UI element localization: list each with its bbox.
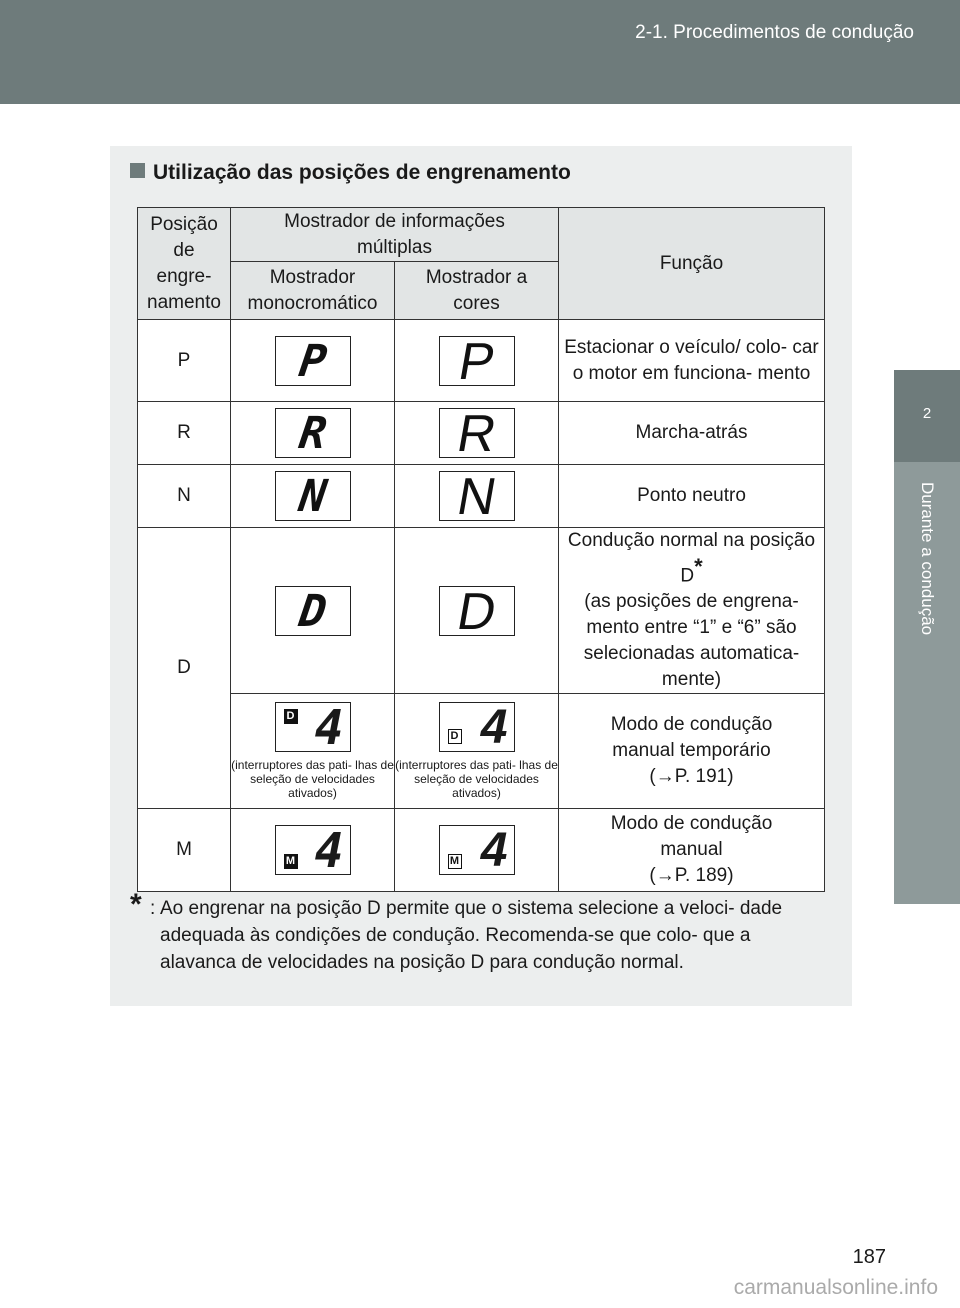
position-cell: N xyxy=(138,465,231,528)
header-function: Função xyxy=(559,208,825,320)
mono-mini-badge: M xyxy=(284,854,298,869)
function-text: Modo de condução manual xyxy=(610,813,773,861)
page-number: 187 xyxy=(852,1246,886,1268)
square-bullet-icon xyxy=(130,163,145,178)
function-cell: Marcha-atrás xyxy=(559,402,825,465)
mono-digit: 4 xyxy=(314,823,344,880)
table-row xyxy=(138,320,825,402)
mono-glyph: P xyxy=(295,335,330,387)
chapter-label: Durante a condução xyxy=(918,482,937,636)
color-display xyxy=(439,468,515,526)
chapter-number-tab: 2 xyxy=(894,370,960,462)
mono-display xyxy=(275,700,351,757)
mono-display xyxy=(275,823,351,880)
header-position: Posição de engre- namento xyxy=(138,208,231,320)
function-cell xyxy=(559,694,825,809)
color-glyph: P xyxy=(453,332,499,391)
section-heading xyxy=(130,161,571,185)
caption-color: (interruptores das pati- lhas de seleção de velocidades ativados) xyxy=(395,758,558,801)
heading-text: Utilização das posições de engrenamento xyxy=(153,161,571,184)
color-display xyxy=(439,701,515,755)
chapter-tab xyxy=(894,462,960,904)
function-cell: Ponto neutro xyxy=(559,465,825,528)
gear-position-table xyxy=(137,207,825,892)
section-title: 2-1. Procedimentos de condução xyxy=(635,22,914,43)
table-row xyxy=(138,809,825,892)
caption-mono: (interruptores das pati- lhas de seleção de velocidades ativados) xyxy=(231,758,394,801)
mono-glyph: N xyxy=(295,471,330,522)
mono-digit: 4 xyxy=(314,700,344,757)
position-cell: P xyxy=(138,320,231,402)
position-cell: D xyxy=(138,528,231,809)
table-row xyxy=(138,528,825,694)
position-cell: R xyxy=(138,402,231,465)
footnote-marker: * xyxy=(694,554,703,579)
function-cell xyxy=(559,809,825,892)
footnote-text: Ao engrenar na posição D permite que o sistema selecione a veloci- dade adequada às condições de condução. Recomenda-se que colo- que a alavanca de velocidades na posição D para condução normal. xyxy=(160,898,783,973)
color-digit: 4 xyxy=(480,701,508,755)
header-mono: Mostrador monocromático xyxy=(231,262,395,320)
table-row xyxy=(138,465,825,528)
color-glyph: R xyxy=(452,405,501,463)
function-line1: Condução normal na posição D xyxy=(567,530,816,587)
header-bar xyxy=(0,0,960,104)
mono-glyph: R xyxy=(295,408,330,459)
table-row xyxy=(138,694,825,809)
function-cell xyxy=(559,528,825,694)
function-text: Modo de condução manual temporário xyxy=(610,714,773,762)
watermark: carmanualsonline.info xyxy=(733,1276,938,1299)
footnote-colon: : xyxy=(150,898,156,919)
mono-mini-badge: D xyxy=(284,709,298,724)
function-cell: Estacionar o veículo/ colo- car o motor em funciona- mento xyxy=(559,320,825,402)
position-cell: M xyxy=(138,809,231,892)
color-mini-badge: M xyxy=(448,854,462,869)
table-row xyxy=(138,402,825,465)
color-display xyxy=(439,824,515,878)
header-display-group: Mostrador de informações múltiplas xyxy=(231,208,559,262)
function-line2: (as posições de engrena- mento entre “1” e “6” são selecionadas automatica- mente) xyxy=(583,591,800,691)
footnote-star: * xyxy=(130,888,142,921)
mono-display xyxy=(275,336,351,386)
mono-display xyxy=(275,471,351,521)
color-display xyxy=(439,332,515,391)
mono-display xyxy=(275,586,351,636)
mono-display xyxy=(275,408,351,458)
color-glyph: D xyxy=(452,582,501,641)
function-ref: (→P. 191) xyxy=(649,766,734,788)
color-glyph: N xyxy=(452,468,501,526)
header-color: Mostrador a cores xyxy=(395,262,559,320)
function-ref: (→P. 189) xyxy=(649,865,734,887)
mono-glyph: D xyxy=(295,585,330,637)
color-mini-badge: D xyxy=(448,729,462,744)
color-digit: 4 xyxy=(480,824,508,878)
color-display xyxy=(439,405,515,463)
color-display xyxy=(439,582,515,641)
